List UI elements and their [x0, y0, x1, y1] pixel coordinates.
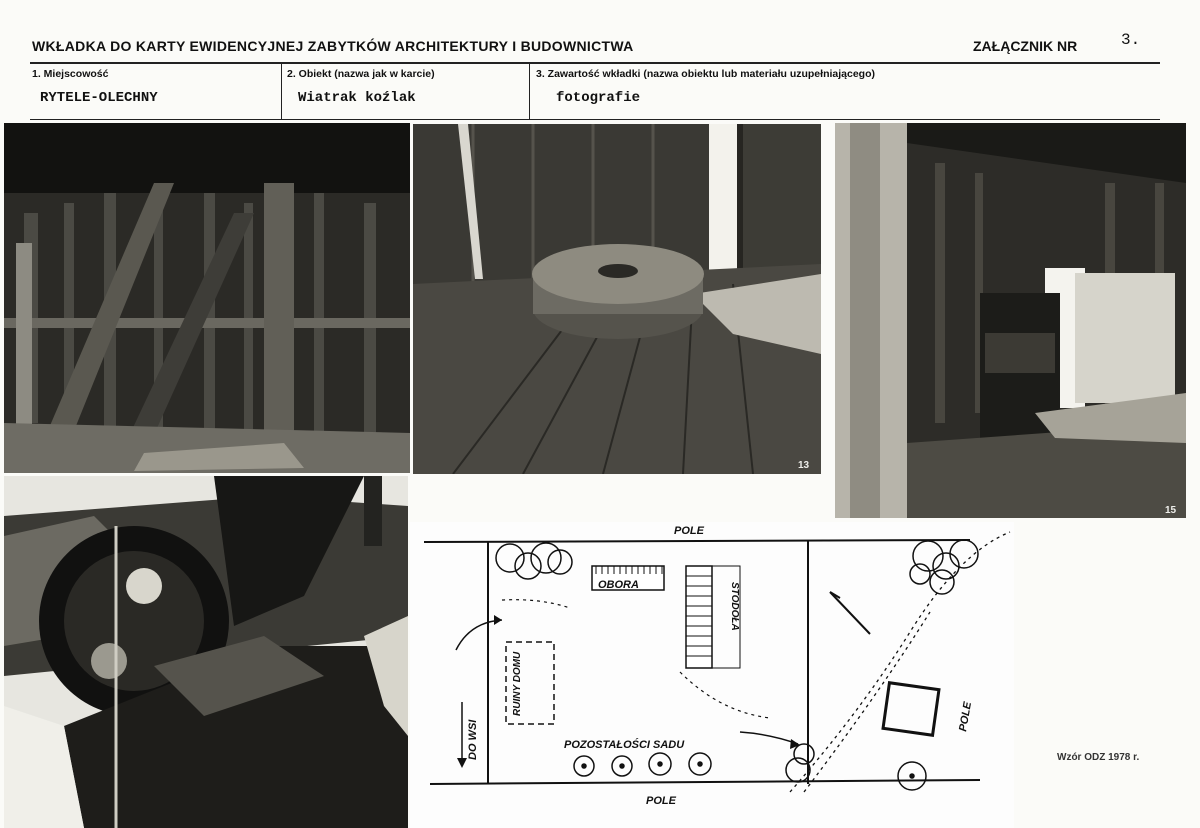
trees-top-right — [910, 540, 978, 594]
annex-number: 3. — [1121, 31, 1141, 49]
field-locality-value: RYTELE-OLECHNY — [40, 90, 158, 106]
label-to-village: DO WSI — [467, 719, 479, 760]
photo-millstone — [413, 124, 821, 474]
field-locality-label: 1. Miejscowość — [32, 68, 109, 80]
label-barn: OBORA — [598, 579, 639, 591]
label-field-top: POLE — [674, 525, 704, 537]
label-field-bottom: POLE — [646, 795, 676, 807]
label-orchard: POZOSTAŁOŚCI SADU — [564, 739, 685, 751]
site-plan-drawing — [410, 522, 1014, 828]
photo-mill-machinery — [835, 123, 1186, 518]
fields-rule — [30, 119, 1160, 120]
photo-interior-beams — [4, 123, 410, 473]
label-ruins: RUINY DOMU — [512, 651, 523, 716]
photo-interior-beams-image — [4, 123, 410, 473]
template-footer: Wzór ODZ 1978 r. — [1057, 752, 1140, 763]
label-field-right: POLE — [957, 700, 975, 733]
stodola-outline — [686, 566, 712, 668]
photo-millstone-number: 13 — [798, 460, 810, 471]
windmill-marker — [883, 683, 939, 736]
sheet-title: WKŁADKA DO KARTY EWIDENCYJNEJ ZABYTKÓW ARCHITEKTURY I BUDOWNICTWA — [32, 38, 634, 54]
field-contents-label: 3. Zawartość wkładki (nazwa obiektu lub materiału uzupełniającego) — [536, 68, 875, 80]
field-divider-1 — [281, 63, 282, 120]
annex-label: ZAŁĄCZNIK NR — [973, 38, 1078, 54]
photo-gear-wheel — [4, 476, 408, 828]
field-object-value: Wiatrak koźlak — [298, 90, 416, 106]
photo-mill-machinery-image — [835, 123, 1186, 518]
photo-gear-wheel-image — [4, 476, 408, 828]
trees-top-left — [496, 543, 572, 579]
photo-millstone-image — [413, 124, 821, 474]
label-stodola: STODOŁA — [729, 582, 740, 631]
field-divider-2 — [529, 63, 530, 120]
photo-mill-machinery-number: 15 — [1165, 505, 1177, 516]
site-plan — [410, 522, 1014, 828]
header-rule — [30, 62, 1160, 64]
field-contents-value: fotografie — [556, 90, 641, 106]
field-object-label: 2. Obiekt (nazwa jak w karcie) — [287, 68, 435, 80]
